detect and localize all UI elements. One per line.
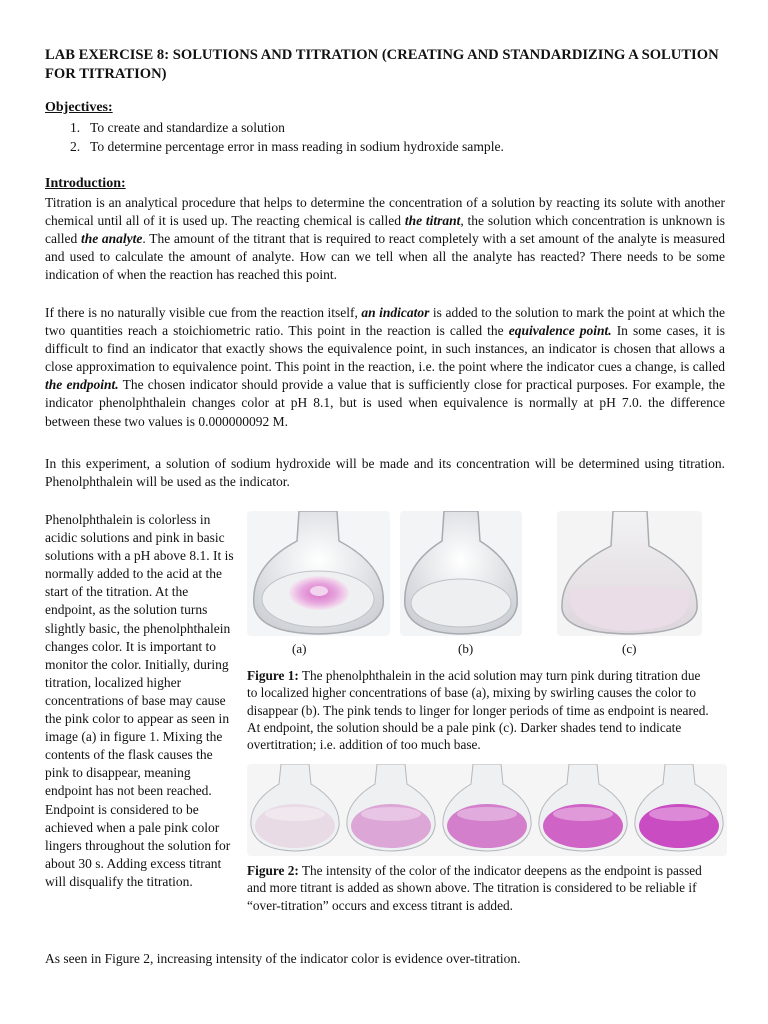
caption-text: The intensity of the color of the indicator deepens as the endpoint is passed and more titrant is added as shown above. The titration is considered to be reliable if “over-titration” occurs and excess titrant is added. (247, 863, 702, 913)
objective-item (70, 138, 504, 156)
caption-label: Figure 2: (247, 863, 299, 878)
text-run: Titration is an analytical procedure that helps to determine the concentration of a solution by reacting its solute with another chemical until all of it is used up. The reacting chemical is called (45, 195, 725, 229)
intro-paragraph-1 (45, 194, 725, 284)
objective-text: To determine percentage error in mass reading in sodium hydroxide sample. (90, 139, 504, 154)
term-endpoint: the endpoint. (45, 377, 119, 393)
introduction-heading: Introduction: (45, 176, 126, 191)
text-run: In some cases, it is difficult to find an indicator that exactly shows the equivalence point, in such instances, an indicator is chosen that allows a close approximation to equivalence point. This point in the reaction, i.e. the point where the indicator cues a change, is called (45, 323, 726, 375)
caption-text: The phenolphthalein in the acid solution may turn pink during titration due to localized higher concentrations of base (a), mixing by swirling causes the color to disappear (b). The pink tends to linger for longer periods of time as endpoint is neared. At endpoint, the solution should be a pale pink (c). Darker shades tend to indicate overtitration; i.e. addition of too much base. (247, 668, 709, 753)
term-titrant: the titrant (404, 213, 461, 229)
objective-number: 1. (70, 120, 81, 135)
objective-item (70, 119, 285, 137)
intro-paragraph-2 (45, 304, 725, 431)
flask-photo-c (557, 511, 702, 636)
figure1-label-b: (b) (458, 641, 474, 656)
term-indicator: an indicator (361, 305, 430, 320)
figure2-flask-strip (247, 764, 727, 856)
intro-paragraph-3: In this experiment, a solution of sodium hydroxide will be made and its concentration will be determined using titration. Phenolphthalein will be used as the indicator. (45, 456, 725, 490)
caption-label: Figure 1: (247, 668, 299, 683)
objective-text: To create and standardize a solution (90, 120, 285, 135)
flask-photo-b (400, 511, 522, 636)
objectives-heading: Objectives: (45, 100, 113, 115)
figure2-caption (247, 862, 710, 914)
figure1-caption (247, 667, 710, 753)
flask-photo-a (247, 511, 390, 636)
term-equivalence-point: equivalence point. (508, 323, 612, 339)
text-run: is added to the solution to mark the point at which the two quantities reach a stoichiometric ratio. This point in the reaction is called the (45, 305, 726, 339)
document-title: LAB EXERCISE 8: SOLUTIONS AND TITRATION (CREATING AND STANDARDIZING A SOLUTION FOR TITRATION) (45, 47, 719, 82)
objective-number: 2. (70, 139, 81, 154)
term-analyte: the analyte (80, 231, 143, 247)
figure1-label-c: (c) (622, 641, 637, 656)
footer-paragraph: As seen in Figure 2, increasing intensity of the indicator color is evidence over-titration. (45, 951, 521, 966)
phenolphthalein-sidebar-text: Phenolphthalein is colorless in acidic solutions and pink in basic solutions with a pH above 8.1. It is normally added to the acid at the start of the titration. At the endpoint, as the solution turns slightly basic, the phenolphthalein changes color. It is important to monitor the color. Initially, during titration, localized higher concentrations of base may cause the pink color to appear as seen in image (a) in figure 1. Mixing the contents of the flask causes the pink to disappear, meaning endpoint has not been reached. Endpoint is considered to be achieved when a pale pink color lingers throughout the solution for about 30 s. Adding excess titrant will disqualify the titration. (45, 512, 234, 889)
figure1-label-a: (a) (292, 641, 307, 656)
text-run: If there is no naturally visible cue from the reaction itself, (45, 305, 362, 320)
text-run: , the solution which concentration is unknown is called (45, 213, 726, 247)
text-run: The chosen indicator should provide a value that is sufficiently close for practical purposes. For example, the indicator phenolphthalein changes color at pH 8.1, but is used when equivalence is normally at pH 7.0. the difference between these two values is 0.000000092 M. (45, 377, 725, 429)
text-run: . The amount of the titrant that is required to react completely with a set amount of the analyte is measured and used to calculate the amount of analyte. How can we tell when all the analyte has reacted? There needs to be some indication of when the reaction has reached this point. (45, 231, 725, 283)
